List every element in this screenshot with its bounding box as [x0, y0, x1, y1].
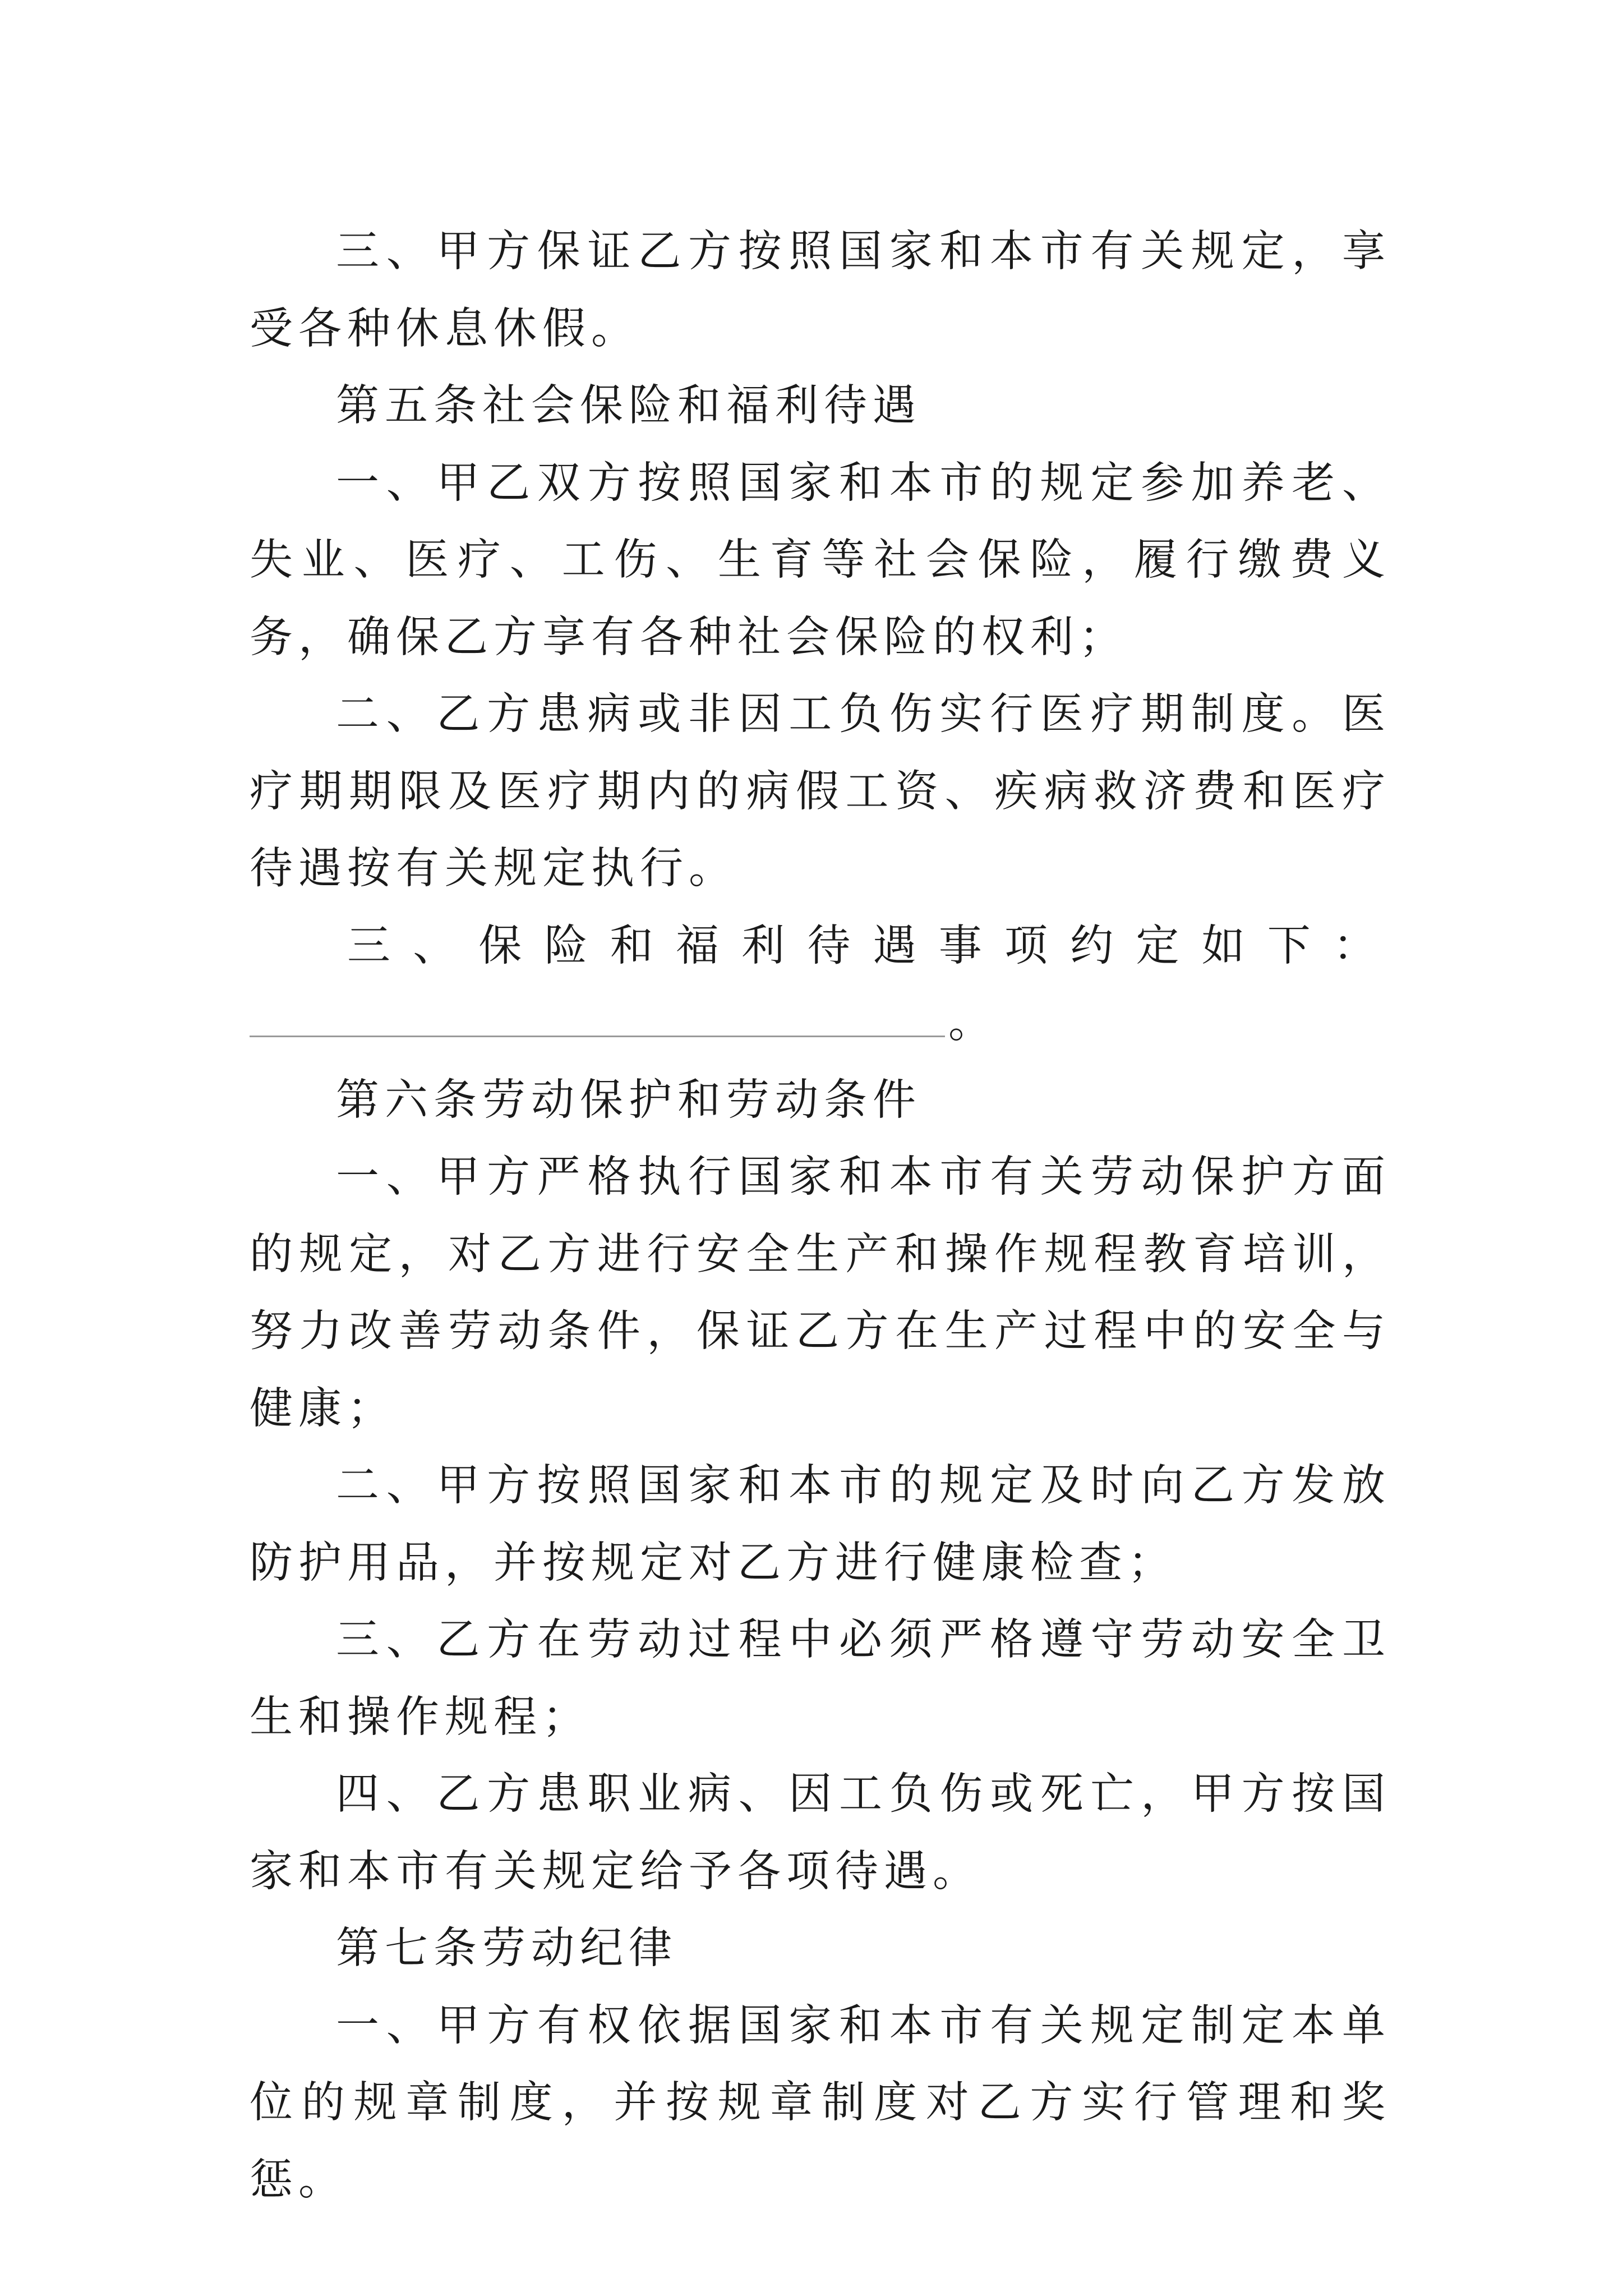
- blank-fill-line: [250, 1002, 945, 1037]
- paragraph-rest-leave: 三、甲方保证乙方按照国家和本市有关规定，享受各种休息休假。: [250, 227, 1391, 354]
- heading-article-6: 第六条劳动保护和劳动条件: [336, 1075, 921, 1125]
- blank-fill-line-row: [250, 984, 1391, 1062]
- paragraph-safety-rules: 三、乙方在劳动过程中必须严格遵守劳动安全卫生和操作规程；: [250, 1615, 1391, 1742]
- paragraph-insurance-terms: 三、保险和福利待遇事项约定如下：: [347, 921, 1391, 971]
- paragraph-protective-equipment: 二、甲方按照国家和本市的规定及时向乙方发放防护用品，并按规定对乙方进行健康检查；: [250, 1461, 1391, 1588]
- paragraph-labor-protection: 一、甲方严格执行国家和本市有关劳动保护方面的规定，对乙方进行安全生产和操作规程教育培训，努力改善劳动条件，保证乙方在生产过程中的安全与健康；: [250, 1152, 1391, 1434]
- paragraph-social-insurance: 一、甲乙双方按照国家和本市的规定参加养老、失业、医疗、工伤、生育等社会保险，履行缴费义务，确保乙方享有各种社会保险的权利；: [250, 458, 1391, 662]
- paragraph-rules-management: 一、甲方有权依据国家和本市有关规定制定本单位的规章制度，并按规章制度对乙方实行管理和奖惩。: [250, 2000, 1391, 2205]
- heading-article-7: 第七条劳动纪律: [336, 1924, 677, 1973]
- blank-line-period: 。: [948, 998, 997, 1048]
- document-body: [250, 213, 1391, 2219]
- paragraph-occupational-disease: 四、乙方患职业病、因工负伤或死亡，甲方按国家和本市有关规定给予各项待遇。: [250, 1769, 1391, 1897]
- paragraph-medical-period: 二、乙方患病或非因工负伤实行医疗期制度。医疗期期限及医疗期内的病假工资、疾病救济费和医疗待遇按有关规定执行。: [250, 689, 1391, 894]
- heading-article-5: 第五条社会保险和福利待遇: [336, 381, 921, 431]
